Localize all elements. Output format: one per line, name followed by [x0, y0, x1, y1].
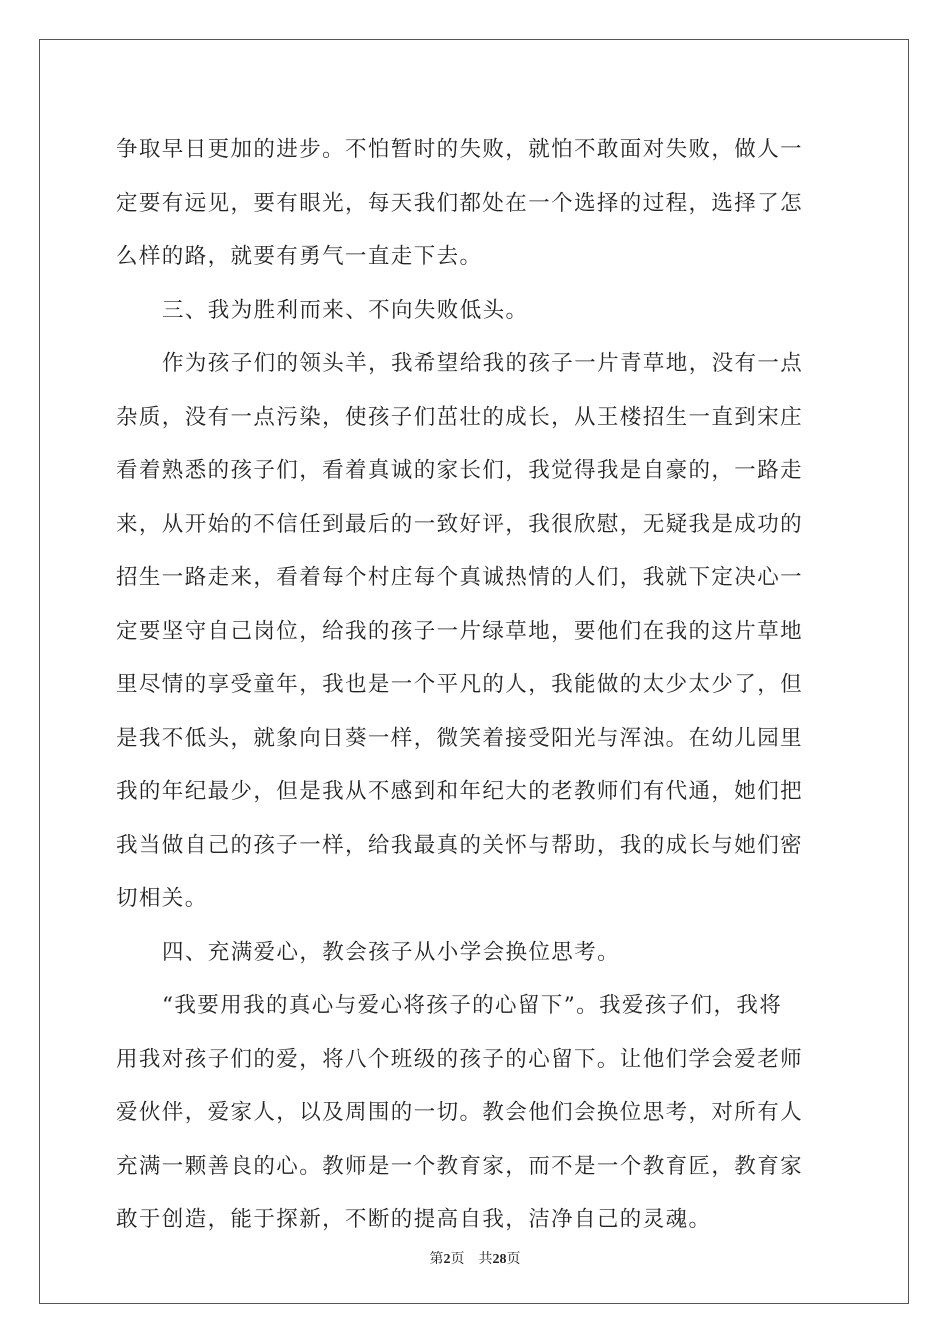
document-body — [116, 126, 832, 1250]
text-line: 我的年纪最少，但是我从不感到和年纪大的老教师们有代通，她们把 — [116, 779, 804, 804]
text-line: 里尽情的享受童年，我也是一个平凡的人，我能做的太少太少了，但 — [116, 672, 804, 697]
text-line: 杂质，没有一点污染，使孩子们茁壮的成长，从王楼招生一直到宋庄 — [116, 404, 804, 430]
text-line: 作为孩子们的领头羊，我希望给我的孩子一片青草地，没有一点 — [162, 351, 804, 376]
paragraph — [116, 982, 832, 1250]
text-line: 定要有远见，要有眼光，每天我们都处在一个选择的过程，选择了怎 — [116, 190, 804, 216]
text-line: “我要用我的真心与爱心将孩子的心留下”。我爱孩子们，我将 — [162, 993, 783, 1018]
total-prefix: 共 — [478, 1252, 493, 1267]
section-heading — [116, 287, 832, 341]
page-prefix: 第 — [429, 1252, 444, 1267]
text-line: 切相关。 — [116, 886, 208, 911]
text-line: 爱伙伴，爱家人，以及周围的一切。教会他们会换位思考，对所有人 — [116, 1100, 804, 1125]
page-footer — [0, 1248, 950, 1268]
section-heading — [116, 929, 832, 983]
paragraph — [116, 340, 832, 929]
text-line: 么样的路，就要有勇气一直走下去。 — [116, 244, 483, 269]
text-line: 敢于创造，能于探新，不断的提高自我，洁净自己的灵魂。 — [116, 1207, 712, 1232]
text-line: 充满一颗善良的心。教师是一个教育家，而不是一个教育匠，教育家 — [116, 1153, 804, 1179]
heading-text: 四、充满爱心，教会孩子从小学会换位思考。 — [162, 939, 621, 965]
text-line: 看着熟悉的孩子们，看着真诚的家长们，我觉得我是自豪的，一路走 — [116, 458, 804, 483]
text-line: 定要坚守自己岗位，给我的孩子一片绿草地，要他们在我的这片草地 — [116, 618, 804, 644]
total-suffix: 页 — [506, 1252, 521, 1267]
heading-text: 三、我为胜利而来、不向失败低头。 — [162, 297, 529, 323]
text-line: 来，从开始的不信任到最后的一致好评，我很欣慰，无疑我是成功的 — [116, 511, 804, 537]
page-number: 2 — [443, 1252, 451, 1267]
page-total: 28 — [492, 1252, 507, 1267]
text-line: 我当做自己的孩子一样，给我最真的关怀与帮助，我的成长与她们密 — [116, 832, 804, 858]
text-line: 招生一路走来，看着每个村庄每个真诚热情的人们，我就下定决心一 — [116, 565, 804, 590]
paragraph — [116, 126, 832, 287]
text-line: 争取早日更加的进步。不怕暂时的失败，就怕不敢面对失败，做人一 — [116, 137, 804, 162]
text-line: 是我不低头，就象向日葵一样，微笑着接受阳光与浑浊。在幼儿园里 — [116, 725, 804, 751]
text-line: 用我对孩子们的爱，将八个班级的孩子的心留下。让他们学会爱老师 — [116, 1046, 804, 1072]
page-suffix: 页 — [450, 1252, 465, 1267]
